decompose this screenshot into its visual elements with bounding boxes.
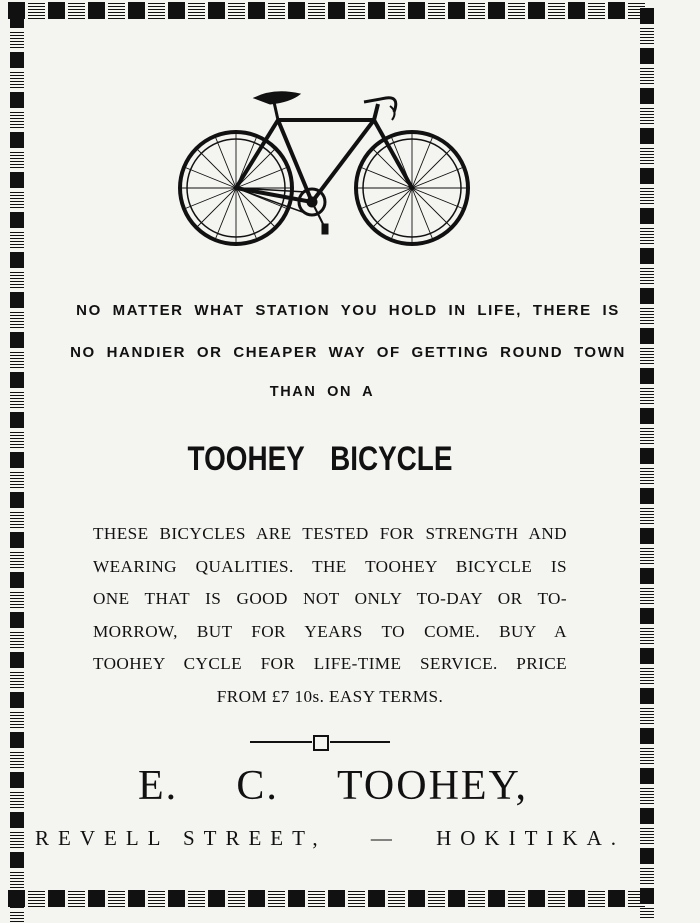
address-town: HOKITIKA. xyxy=(436,826,625,850)
border-block xyxy=(10,912,24,922)
left-decorative-border xyxy=(10,12,26,922)
border-block xyxy=(10,72,24,88)
border-block xyxy=(640,208,654,224)
border-block xyxy=(10,412,24,428)
border-block xyxy=(548,2,565,19)
border-block xyxy=(640,148,654,164)
border-block xyxy=(488,2,505,19)
body-line: MORROW, BUT FOR YEARS TO COME. BUY A xyxy=(93,621,567,641)
border-block xyxy=(328,890,345,907)
border-block xyxy=(388,890,405,907)
border-block xyxy=(10,12,24,28)
border-block xyxy=(68,2,85,19)
border-block xyxy=(148,2,165,19)
bottom-decorative-border xyxy=(8,890,660,910)
border-block xyxy=(568,890,585,907)
border-block xyxy=(10,652,24,668)
border-block xyxy=(108,890,125,907)
border-block xyxy=(548,890,565,907)
border-block xyxy=(448,2,465,19)
border-block xyxy=(640,128,654,144)
border-block xyxy=(10,232,24,248)
border-block xyxy=(10,52,24,68)
border-block xyxy=(640,588,654,604)
headline-line-1: NO MATTER WHAT STATION YOU HOLD IN LIFE, THERE IS xyxy=(76,302,620,319)
border-block xyxy=(10,112,24,128)
border-block xyxy=(640,528,654,544)
border-block xyxy=(640,828,654,844)
border-block xyxy=(640,228,654,244)
product-title: TOOHEY BICYCLE xyxy=(187,440,453,478)
border-block xyxy=(640,788,654,804)
border-block xyxy=(640,328,654,344)
right-decorative-border xyxy=(640,8,656,918)
border-block xyxy=(468,890,485,907)
border-block xyxy=(10,872,24,888)
border-block xyxy=(10,672,24,688)
border-block xyxy=(10,492,24,508)
border-block xyxy=(368,2,385,19)
border-block xyxy=(640,728,654,744)
border-block xyxy=(168,2,185,19)
border-block xyxy=(640,88,654,104)
border-block xyxy=(10,512,24,528)
border-block xyxy=(28,2,45,19)
border-block xyxy=(228,890,245,907)
border-block xyxy=(48,2,65,19)
border-block xyxy=(10,272,24,288)
border-block xyxy=(148,890,165,907)
price-line: FROM £7 10s. EASY TERMS. xyxy=(216,686,444,706)
border-block xyxy=(640,268,654,284)
border-block xyxy=(10,572,24,588)
bicycle-illustration xyxy=(178,84,474,254)
border-block xyxy=(488,890,505,907)
border-block xyxy=(10,32,24,48)
border-block xyxy=(10,132,24,148)
border-block xyxy=(640,168,654,184)
border-block xyxy=(608,890,625,907)
border-block xyxy=(640,568,654,584)
border-block xyxy=(640,48,654,64)
border-block xyxy=(640,628,654,644)
border-block xyxy=(10,792,24,808)
border-block xyxy=(10,452,24,468)
border-block xyxy=(10,832,24,848)
border-block xyxy=(328,2,345,19)
border-block xyxy=(640,488,654,504)
border-block xyxy=(268,890,285,907)
border-block xyxy=(10,212,24,228)
border-block xyxy=(288,890,305,907)
border-block xyxy=(640,668,654,684)
body-line: ONE THAT IS GOOD NOT ONLY TO-DAY OR TO- xyxy=(93,589,567,609)
border-block xyxy=(640,428,654,444)
border-block xyxy=(188,2,205,19)
border-block xyxy=(640,468,654,484)
border-block xyxy=(128,890,145,907)
border-block xyxy=(348,890,365,907)
border-block xyxy=(640,368,654,384)
border-block xyxy=(88,890,105,907)
border-block xyxy=(10,532,24,548)
address-street: REVELL STREET, xyxy=(35,826,327,850)
border-block xyxy=(10,612,24,628)
border-block xyxy=(10,852,24,868)
border-block xyxy=(10,752,24,768)
border-block xyxy=(640,908,654,918)
border-block xyxy=(408,890,425,907)
border-block xyxy=(28,890,45,907)
border-block xyxy=(10,772,24,788)
border-block xyxy=(640,188,654,204)
border-block xyxy=(10,692,24,708)
border-block xyxy=(248,890,265,907)
border-block xyxy=(10,552,24,568)
border-block xyxy=(68,890,85,907)
border-block xyxy=(640,448,654,464)
border-block xyxy=(508,2,525,19)
border-block xyxy=(288,2,305,19)
dealer-initial-2: C. xyxy=(236,763,279,809)
border-block xyxy=(640,888,654,904)
border-block xyxy=(348,2,365,19)
border-block xyxy=(308,2,325,19)
border-block xyxy=(108,2,125,19)
border-block xyxy=(368,890,385,907)
border-block xyxy=(228,2,245,19)
border-block xyxy=(10,812,24,828)
border-block xyxy=(10,712,24,728)
border-block xyxy=(10,892,24,908)
body-line: WEARING QUALITIES. THE TOOHEY BICYCLE IS xyxy=(93,556,567,576)
dealer-initial-1: E. xyxy=(138,763,179,809)
headline-line-2: NO HANDIER OR CHEAPER WAY OF GETTING ROUND TOWN xyxy=(70,344,626,361)
border-block xyxy=(10,472,24,488)
border-block xyxy=(468,2,485,19)
border-block xyxy=(640,508,654,524)
headline-line-3: THAN ON A xyxy=(269,384,375,400)
body-line: THESE BICYCLES ARE TESTED FOR STRENGTH AND xyxy=(93,524,567,543)
border-block xyxy=(408,2,425,19)
border-block xyxy=(640,68,654,84)
border-block xyxy=(268,2,285,19)
border-block xyxy=(428,2,445,19)
border-block xyxy=(608,2,625,19)
border-block xyxy=(128,2,145,19)
border-block xyxy=(168,890,185,907)
border-block xyxy=(640,108,654,124)
border-block xyxy=(88,2,105,19)
dealer-name xyxy=(138,762,528,810)
dealer-address xyxy=(35,826,625,851)
border-block xyxy=(640,688,654,704)
border-block xyxy=(428,890,445,907)
border-block xyxy=(388,2,405,19)
border-block xyxy=(588,890,605,907)
border-block xyxy=(640,408,654,424)
border-block xyxy=(10,92,24,108)
border-block xyxy=(248,2,265,19)
border-block xyxy=(208,2,225,19)
top-decorative-border xyxy=(8,2,660,20)
border-block xyxy=(208,890,225,907)
border-block xyxy=(640,648,654,664)
border-block xyxy=(10,432,24,448)
body-line: TOOHEY CYCLE FOR LIFE-TIME SERVICE. PRICE xyxy=(93,654,567,674)
address-dash: — xyxy=(370,826,392,850)
border-block xyxy=(188,890,205,907)
border-block xyxy=(640,808,654,824)
border-block xyxy=(640,748,654,764)
border-block xyxy=(640,548,654,564)
border-block xyxy=(448,890,465,907)
body-paragraph xyxy=(93,518,567,714)
border-block xyxy=(10,192,24,208)
border-block xyxy=(10,732,24,748)
border-block xyxy=(528,890,545,907)
border-block xyxy=(10,632,24,648)
border-block xyxy=(640,28,654,44)
border-block xyxy=(10,152,24,168)
border-block xyxy=(508,890,525,907)
border-block xyxy=(640,848,654,864)
border-block xyxy=(640,608,654,624)
border-block xyxy=(588,2,605,19)
border-block xyxy=(640,8,654,24)
border-block xyxy=(640,708,654,724)
dealer-surname: TOOHEY, xyxy=(337,763,528,809)
border-block xyxy=(10,592,24,608)
border-block xyxy=(528,2,545,19)
border-block xyxy=(568,2,585,19)
border-block xyxy=(308,890,325,907)
border-block xyxy=(640,868,654,884)
border-block xyxy=(48,890,65,907)
border-block xyxy=(10,252,24,268)
border-block xyxy=(640,248,654,264)
border-block xyxy=(10,172,24,188)
ornamental-divider xyxy=(250,733,390,753)
border-block xyxy=(640,768,654,784)
